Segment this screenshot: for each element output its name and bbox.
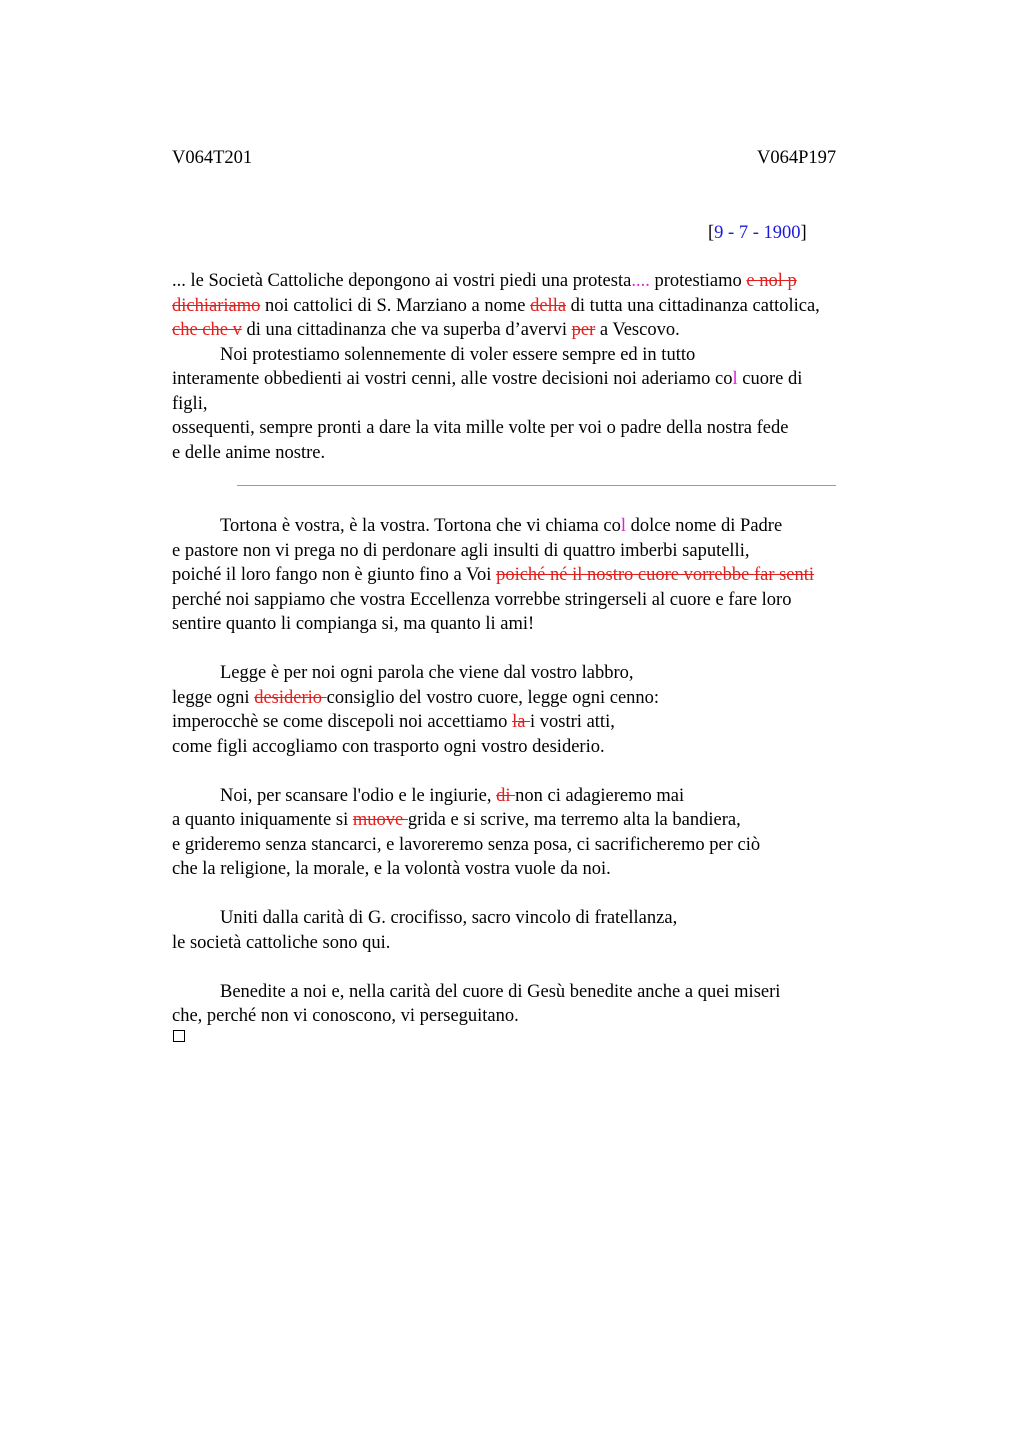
text-line: Noi protestiamo solennemente di voler essere sempre ed in tutto: [220, 344, 696, 365]
text-segment: interamente obbedienti ai vostri cenni, alle vostre decisioni noi aderiamo co: [172, 369, 733, 389]
date-close-bracket: ]: [800, 223, 807, 243]
text-segment: Noi, per scansare l'odio e le ingiurie,: [220, 785, 497, 806]
deleted-text: desiderio: [254, 687, 327, 708]
text-segment: noi cattolici di S. Marziano a nome: [260, 295, 531, 316]
inserted-text: l: [620, 516, 626, 536]
paragraph-gap: [172, 637, 912, 662]
text-segment: non ci adagieremo mai: [515, 785, 685, 806]
deleted-text: che che v: [172, 320, 242, 340]
text-segment: cuore di: [737, 369, 803, 389]
separator-gap: [172, 490, 912, 515]
deleted-text: muove: [352, 810, 408, 830]
horizontal-rule: [237, 485, 836, 486]
end-marker-square-icon: [173, 1030, 185, 1042]
text-line: che la religione, la morale, e la volontà vostra vuole da noi.: [172, 859, 611, 879]
deleted-text: di: [496, 785, 516, 806]
text-line: figli,: [172, 393, 208, 414]
text-line: [172, 710, 912, 735]
page-code-right: V064P197: [757, 148, 837, 168]
letter-body: [172, 269, 912, 1029]
text-line: [172, 784, 912, 809]
text-segment: a Vescovo.: [595, 320, 680, 340]
text-line: che, perché non vi conoscono, vi perseguitano.: [172, 1006, 519, 1026]
text-line: sentire quanto li compianga si, ma quanto li ami!: [172, 614, 535, 634]
text-line: come figli accogliamo con trasporto ogni vostro desiderio.: [172, 736, 605, 757]
date-bracket: [708, 222, 807, 244]
text-line: [172, 808, 912, 833]
text-line: [172, 294, 912, 319]
text-line: Benedite a noi e, nella carità del cuore di Gesù benedite anche a quei miseri: [220, 981, 781, 1002]
date-value: 9 - 7 - 1900: [714, 223, 801, 243]
text-line: [172, 514, 912, 539]
text-segment: legge ogni: [172, 687, 255, 708]
text-line: le società cattoliche sono qui.: [172, 932, 391, 953]
text-segment: dolce nome di Padre: [625, 516, 783, 536]
text-line: e delle anime nostre.: [172, 442, 326, 463]
inserted-text: ....: [631, 271, 650, 291]
deleted-text: della: [530, 295, 567, 316]
text-segment: poiché il loro fango non è giunto fino a Voi: [172, 565, 497, 585]
deleted-text: e nol p: [746, 271, 797, 291]
text-line: ossequenti, sempre pronti a dare la vita mille volte per voi o padre della nostra fede: [172, 418, 789, 438]
inserted-text: l: [732, 369, 738, 389]
text-line: Legge è per noi ogni parola che viene dal vostro labbro,: [220, 663, 634, 683]
text-segment: ... le Società Cattoliche depongono ai vostri piedi una protesta: [172, 271, 632, 291]
deleted-text: dichiariamo: [172, 295, 261, 316]
text-segment: consiglio del vostro cuore, legge ogni cenno:: [326, 687, 660, 708]
text-segment: a quanto iniquamente si: [172, 810, 353, 830]
deleted-text: poiché né il nostro cuore vorrebbe far senti: [496, 565, 815, 585]
document-code-left: V064T201: [172, 148, 253, 168]
text-segment: di una cittadinanza che va superba d’avervi: [241, 320, 572, 340]
text-line: [172, 686, 912, 711]
text-line: [172, 367, 912, 392]
text-line: [172, 269, 912, 294]
paragraph-gap: [172, 882, 912, 907]
text-line: e grideremo senza stancarci, e lavoreremo senza posa, ci sacrificheremo per ciò: [172, 834, 761, 855]
date-open-bracket: [: [708, 223, 715, 243]
deleted-text: la: [512, 712, 531, 732]
paragraph-gap: [172, 955, 912, 980]
text-segment: Tortona è vostra, è la vostra. Tortona che vi chiama co: [220, 516, 621, 536]
text-segment: imperocchè se come discepoli noi accettiamo: [172, 712, 513, 732]
text-line: perché noi sappiamo che vostra Eccellenza vorrebbe stringerseli al cuore e fare loro: [172, 589, 792, 610]
text-line: e pastore non vi prega no di perdonare agli insulti di quattro imberbi saputelli,: [172, 540, 750, 561]
text-line: Uniti dalla carità di G. crocifisso, sacro vincolo di fratellanza,: [220, 908, 678, 928]
text-line: [172, 563, 912, 588]
paragraph-gap: [172, 759, 912, 784]
text-segment: di tutta una cittadinanza cattolica,: [566, 295, 820, 316]
text-segment: grida e si scrive, ma terremo alta la bandiera,: [407, 810, 741, 830]
text-line: [172, 318, 912, 343]
deleted-text: per: [571, 320, 596, 340]
text-segment: protestiamo: [649, 271, 747, 291]
text-segment: i vostri atti,: [530, 712, 615, 732]
